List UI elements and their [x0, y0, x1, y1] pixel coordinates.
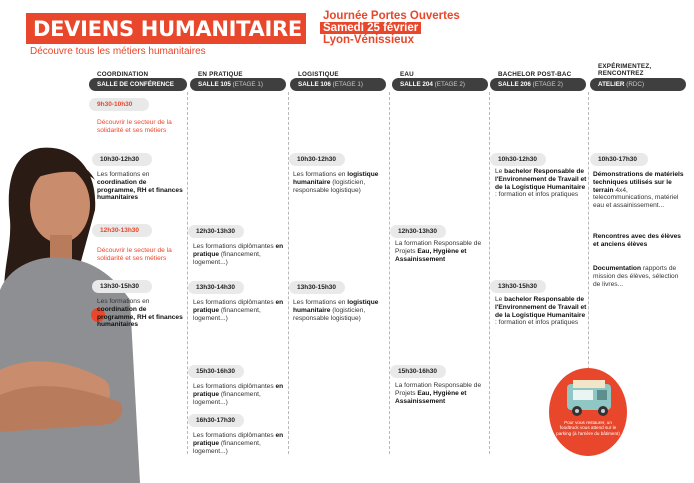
time-badge: 12h30-13h30	[390, 225, 446, 238]
desc-text: Le	[495, 296, 505, 303]
time-badge: 12h30-13h30	[92, 224, 152, 237]
column-divider	[389, 92, 390, 454]
time-badge: 9h30-10h30	[89, 98, 149, 111]
time-badge: 13h30-15h30	[92, 280, 152, 293]
foodtruck-text: Pour vous restaurer, un foodtruck vous attend sur le parking (à l'arrière du bâtiment)	[556, 420, 620, 436]
room-name: SALLE 206	[498, 81, 531, 88]
room-badge-conference	[89, 78, 187, 91]
desc-text: (logisticien, responsable logistique)	[293, 178, 366, 194]
room-floor: (ETAGE 2)	[532, 81, 563, 88]
time-badge: 13h30-15h30	[289, 281, 345, 294]
session-description: Découvrir le secteur de la solidarité et ses métiers	[97, 119, 172, 134]
desc-text: La formation Responsable de Projets	[395, 240, 482, 255]
room-name: SALLE 106	[298, 81, 331, 88]
time-badge: 12h30-13h30	[188, 225, 244, 238]
desc-bold: en pratique	[193, 243, 284, 258]
time-badge: 10h30-12h30	[92, 153, 152, 166]
room-name: SALLE 204	[400, 81, 433, 88]
desc-text: rapports de mission des élèves, sélection de livres...	[593, 265, 679, 288]
column-divider	[187, 92, 188, 454]
desc-text: : formation et infos pratiques	[495, 191, 579, 199]
desc-bold: coordination de programme, RH et finances humanitaires	[97, 178, 183, 202]
desc-text: La formation Responsable de Projets	[395, 382, 482, 397]
desc-text: Les formations diplômantes	[193, 299, 276, 306]
session-description	[293, 299, 386, 322]
desc-text: Les formations en	[293, 299, 348, 306]
event-date: Samedi 25 février	[320, 22, 421, 34]
time-badge: 13h30-15h30	[490, 280, 546, 293]
session-description	[97, 298, 185, 329]
desc-bold: Démonstrations de matériels techniques utilisés sur le terrain	[593, 171, 684, 194]
desc-bold: logistique humanitaire	[293, 299, 379, 314]
room-badge-204	[392, 78, 488, 91]
room-badge-atelier	[590, 78, 686, 91]
desc-text: (logisticien, responsable logistique)	[293, 306, 366, 322]
desc-bold: Documentation	[593, 265, 641, 272]
session-description	[97, 171, 185, 202]
activity-documentation	[593, 265, 685, 288]
session-description	[495, 296, 587, 327]
desc-text: Les formations en	[97, 298, 150, 305]
session-description	[495, 168, 587, 199]
desc-bold: en pratique	[193, 299, 284, 314]
room-name: SALLE DE CONFÉRENCE	[97, 81, 174, 88]
session-description	[193, 299, 286, 322]
foodtruck-badge	[549, 368, 627, 456]
event-info	[323, 10, 460, 46]
session-description	[193, 243, 286, 266]
session-description	[193, 432, 286, 455]
desc-text: : formation et infos pratiques	[495, 319, 579, 327]
desc-text: 4x4, telecommunications, matériel eau et assainissement...	[593, 186, 679, 210]
column-divider	[288, 92, 289, 454]
desc-text: (financement, logement...)	[193, 390, 261, 406]
desc-text: Les formations en	[97, 171, 150, 178]
desc-text: Les formations en	[293, 171, 348, 178]
session-description	[395, 382, 487, 405]
desc-text: Les formations diplômantes	[193, 432, 276, 439]
desc-bold: en pratique	[193, 432, 284, 447]
desc-bold: logistique humanitaire	[293, 171, 379, 186]
desc-text: (financement, logement...)	[193, 306, 261, 322]
event-name: Journée Portes Ouvertes	[323, 10, 460, 22]
column-header-eau: EAU	[400, 71, 414, 78]
room-floor: (ETAGE 1)	[232, 81, 263, 88]
column-header-experimentez: EXPÉRIMENTEZ, RENCONTREZ	[598, 63, 652, 77]
desc-text: Les formations diplômantes	[193, 383, 276, 390]
time-badge: 16h30-17h30	[188, 414, 244, 427]
time-badge: 13h30-14h30	[188, 281, 244, 294]
event-place: Lyon-Vénissieux	[323, 34, 414, 46]
page-title: DEVIENS HUMANITAIRE	[33, 17, 302, 41]
time-badge: 15h30-16h30	[188, 365, 244, 378]
desc-text: Les formations diplômantes	[193, 243, 276, 250]
time-badge: 10h30-12h30	[289, 153, 345, 166]
desc-bold: en pratique	[193, 383, 284, 398]
room-name: ATELIER	[598, 81, 625, 88]
session-description	[293, 171, 386, 194]
room-floor: (RDC)	[626, 81, 645, 88]
room-floor: (ETAGE 1)	[332, 81, 363, 88]
title-banner	[26, 13, 306, 44]
desc-bold: bachelor Responsable de l'Environnement de Travail et de la Logistique Humanitaire	[495, 168, 587, 191]
activity-rencontres	[593, 233, 685, 249]
session-description	[395, 240, 487, 263]
time-badge: 10h30-12h30	[490, 153, 546, 166]
desc-bold: bachelor Responsable de l'Environnement de Travail et de la Logistique Humanitaire	[495, 296, 587, 319]
column-divider	[489, 92, 490, 454]
room-name: SALLE 105	[198, 81, 231, 88]
page-subtitle: Découvre tous les métiers humanitaires	[30, 46, 206, 57]
room-badge-105	[190, 78, 286, 91]
foodtruck-icon	[549, 370, 627, 420]
desc-bold: Rencontres avec des élèves et anciens élèves	[593, 233, 681, 248]
time-badge: 10h30-17h30	[590, 153, 648, 166]
desc-bold: coordination de programme, RH et finances humanitaires	[97, 305, 183, 329]
room-badge-106	[290, 78, 386, 91]
session-description	[193, 383, 286, 406]
column-header-bachelor: BACHELOR POST-BAC	[498, 71, 572, 78]
column-header-coordination: COORDINATION	[97, 71, 149, 78]
session-description: Découvrir le secteur de la solidarité et ses métiers	[97, 247, 172, 262]
room-badge-206	[490, 78, 586, 91]
desc-text: (financement, logement...)	[193, 439, 261, 455]
time-badge: 15h30-16h30	[390, 365, 446, 378]
desc-bold: Eau, Hygiène et Assainissement	[395, 247, 467, 263]
desc-bold: Eau, Hygiène et Assainissement	[395, 389, 467, 405]
desc-text: (financement, logement...)	[193, 250, 261, 266]
desc-text: Le	[495, 168, 505, 175]
room-floor: (ETAGE 2)	[434, 81, 465, 88]
column-header-en-pratique: EN PRATIQUE	[198, 71, 243, 78]
column-header-logistique: LOGISTIQUE	[298, 71, 339, 78]
activity-demonstrations	[593, 171, 685, 210]
